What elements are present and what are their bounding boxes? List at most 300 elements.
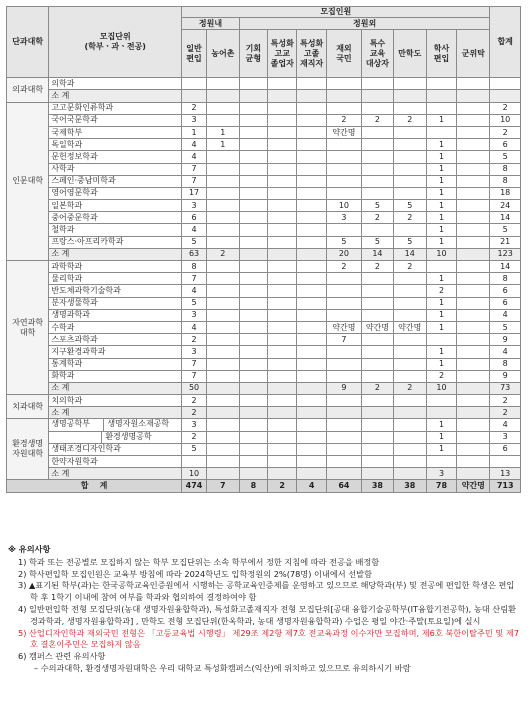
cell-value: 1 <box>426 200 457 212</box>
cell-value <box>426 126 457 138</box>
cell-value <box>362 163 394 175</box>
cell-value <box>362 456 394 468</box>
table-row <box>7 395 521 407</box>
cell-value: 2 <box>206 248 239 260</box>
cell-value: 78 <box>426 480 457 492</box>
cell-value: 7 <box>182 370 207 382</box>
cell-value <box>268 382 297 394</box>
cell-value <box>206 334 239 346</box>
cell-value: 약간명 <box>362 321 394 333</box>
cell-value <box>362 285 394 297</box>
cell-value: 5 <box>362 200 394 212</box>
header-col: 특성화 고교 졸업자 <box>268 30 297 78</box>
cell-value <box>239 346 267 358</box>
cell-value <box>393 285 426 297</box>
cell-value <box>297 114 326 126</box>
cell-value: 1 <box>426 236 457 248</box>
cell-value <box>268 346 297 358</box>
cell-total: 5 <box>490 224 521 236</box>
cell-value <box>297 468 326 480</box>
cell-value <box>457 248 490 260</box>
cell-value: 17 <box>182 187 207 199</box>
header-college: 단과대학 <box>7 7 49 78</box>
cell-value <box>457 456 490 468</box>
table-row <box>7 126 521 138</box>
cell-total: 5 <box>490 151 521 163</box>
cell-total: 10 <box>490 114 521 126</box>
cell-value <box>297 431 326 443</box>
dept-cell: 의학과 <box>49 78 182 90</box>
dept-cell: 수학과 <box>49 321 182 333</box>
cell-total: 2 <box>490 126 521 138</box>
cell-value <box>206 78 239 90</box>
header-col: 농어촌 <box>206 30 239 78</box>
cell-value: 6 <box>182 212 207 224</box>
cell-value: 5 <box>326 236 361 248</box>
cell-value <box>239 358 267 370</box>
cell-total: 73 <box>490 382 521 394</box>
dept-cell: 과학학과 <box>49 261 182 273</box>
cell-value <box>206 358 239 370</box>
cell-value: 1 <box>426 358 457 370</box>
cell-value <box>206 321 239 333</box>
cell-value: 38 <box>362 480 394 492</box>
cell-value: 64 <box>326 480 361 492</box>
cell-value: 10 <box>426 248 457 260</box>
cell-value <box>297 285 326 297</box>
cell-total: 14 <box>490 212 521 224</box>
cell-value <box>206 456 239 468</box>
cell-value: 1 <box>426 224 457 236</box>
cell-value: 4 <box>182 224 207 236</box>
dept-cell: 생명과학과 <box>49 309 182 321</box>
cell-value <box>457 443 490 455</box>
table-row <box>7 370 521 382</box>
table-row <box>7 212 521 224</box>
cell-value <box>326 273 361 285</box>
cell-value <box>457 261 490 273</box>
table-row <box>7 443 521 455</box>
cell-value: 1 <box>426 443 457 455</box>
cell-value: 1 <box>426 309 457 321</box>
cell-value <box>297 456 326 468</box>
cell-value <box>457 346 490 358</box>
cell-value <box>297 346 326 358</box>
cell-value <box>268 175 297 187</box>
cell-value <box>268 261 297 273</box>
note-text: 캠퍼스 관련 유의사항 <box>29 651 106 662</box>
table-row <box>7 419 521 431</box>
cell-value <box>457 102 490 114</box>
cell-value <box>362 139 394 151</box>
cell-value <box>326 175 361 187</box>
cell-value <box>457 431 490 443</box>
cell-value <box>268 297 297 309</box>
cell-value: 5 <box>182 297 207 309</box>
cell-value <box>326 285 361 297</box>
cell-value <box>393 419 426 431</box>
college-cell: 자연과학 대학 <box>7 261 49 395</box>
cell-value <box>362 395 394 407</box>
cell-value: 2 <box>362 261 394 273</box>
dept-cell: 소 계 <box>49 468 182 480</box>
cell-value: 2 <box>393 212 426 224</box>
cell-value: 1 <box>426 187 457 199</box>
cell-value <box>206 407 239 419</box>
cell-value <box>206 236 239 248</box>
cell-value <box>457 163 490 175</box>
table-row <box>7 358 521 370</box>
cell-value <box>268 139 297 151</box>
cell-value <box>457 395 490 407</box>
sub-major-label: 환경생명공학 <box>101 432 181 443</box>
cell-value <box>239 151 267 163</box>
dept-cell: 소 계 <box>49 382 182 394</box>
cell-value <box>268 358 297 370</box>
cell-value <box>206 273 239 285</box>
cell-value: 2 <box>393 114 426 126</box>
cell-value <box>206 175 239 187</box>
cell-value <box>362 346 394 358</box>
cell-value <box>206 200 239 212</box>
cell-value <box>393 370 426 382</box>
cell-value <box>326 370 361 382</box>
cell-value: 20 <box>326 248 361 260</box>
cell-value: 474 <box>182 480 207 492</box>
note-text: ▲표기된 학부(과)는 한국공학교육인증원에서 시행하는 공학교육인증제를 운영하고 있으므로 해당학과(부) 및 전공에 편입한 학생은 편입학 후 1학기 이내에 참여 여부를 학과와 협의하여 결정하여야 함 <box>29 580 515 603</box>
cell-total: 3 <box>490 431 521 443</box>
cell-value <box>268 334 297 346</box>
note-text: 학과 또는 전공별로 모집하지 않는 학부 모집단위는 소속 학부에서 정한 지침에 따라 전공을 배정함 <box>29 556 380 567</box>
cell-value <box>297 78 326 90</box>
cell-value <box>326 151 361 163</box>
cell-value <box>426 102 457 114</box>
cell-value <box>362 224 394 236</box>
note-item <box>8 628 522 652</box>
cell-value: 1 <box>426 297 457 309</box>
cell-value <box>362 309 394 321</box>
cell-value <box>239 468 267 480</box>
table-row <box>7 346 521 358</box>
cell-value <box>362 407 394 419</box>
cell-value <box>457 224 490 236</box>
cell-value <box>206 468 239 480</box>
cell-value <box>297 248 326 260</box>
cell-value: 1 <box>182 126 207 138</box>
cell-value <box>297 126 326 138</box>
cell-value <box>239 78 267 90</box>
cell-value <box>362 151 394 163</box>
note-item <box>8 569 522 581</box>
cell-value <box>297 224 326 236</box>
cell-value: 5 <box>362 236 394 248</box>
cell-value <box>206 224 239 236</box>
header-col: 군위탁 <box>457 30 490 78</box>
cell-total: 123 <box>490 248 521 260</box>
cell-value <box>206 297 239 309</box>
cell-value: 7 <box>206 480 239 492</box>
table-row <box>7 163 521 175</box>
cell-value <box>239 90 267 102</box>
cell-value <box>297 382 326 394</box>
dept-cell: 소 계 <box>49 407 182 419</box>
cell-value <box>393 395 426 407</box>
table-row <box>7 321 521 333</box>
cell-value: 7 <box>326 334 361 346</box>
cell-value <box>362 297 394 309</box>
cell-value <box>326 419 361 431</box>
cell-value <box>393 90 426 102</box>
cell-value <box>393 431 426 443</box>
cell-value <box>268 456 297 468</box>
cell-value: 2 <box>362 114 394 126</box>
cell-value <box>393 358 426 370</box>
note-campus-detail: – 수의과대학, 환경생명자원대학은 우리 대학교 특성화캠퍼스(익산)에 위치하고 있으므로 유의하시기 바람 <box>34 662 411 673</box>
cell-value: 63 <box>182 248 207 260</box>
cell-value: 2 <box>393 382 426 394</box>
cell-value <box>393 139 426 151</box>
cell-value <box>326 443 361 455</box>
note-item <box>8 557 522 569</box>
cell-value <box>297 175 326 187</box>
cell-value: 1 <box>426 273 457 285</box>
cell-value: 38 <box>393 480 426 492</box>
cell-total: 2 <box>490 102 521 114</box>
cell-value <box>393 273 426 285</box>
dept-cell: 중어중문학과 <box>49 212 182 224</box>
cell-value <box>297 212 326 224</box>
cell-value <box>239 163 267 175</box>
cell-total: 9 <box>490 370 521 382</box>
table-row <box>7 78 521 90</box>
cell-value <box>362 468 394 480</box>
cell-value <box>239 114 267 126</box>
cell-value <box>239 431 267 443</box>
dept-cell: 독일학과 <box>49 139 182 151</box>
cell-total: 4 <box>490 309 521 321</box>
cell-value <box>239 261 267 273</box>
cell-value: 5 <box>182 236 207 248</box>
cell-value <box>239 309 267 321</box>
cell-value <box>393 407 426 419</box>
cell-value <box>268 126 297 138</box>
dept-cell: 일본학과 <box>49 200 182 212</box>
cell-value <box>457 309 490 321</box>
table-row <box>7 200 521 212</box>
cell-value: 8 <box>182 261 207 273</box>
cell-value <box>206 443 239 455</box>
dept-cell: 소 계 <box>49 90 182 102</box>
cell-value <box>362 370 394 382</box>
cell-value <box>297 395 326 407</box>
cell-value <box>239 297 267 309</box>
cell-value: 5 <box>182 443 207 455</box>
cell-value <box>326 346 361 358</box>
cell-value <box>268 200 297 212</box>
note-text: 학사편입학 모집인원은 교육부 방침에 따라 2024학년도 입학정원의 2%(78명) 이내에서 선발함 <box>29 568 372 579</box>
cell-value <box>326 139 361 151</box>
cell-value <box>268 163 297 175</box>
cell-value <box>393 187 426 199</box>
cell-value <box>206 187 239 199</box>
cell-value <box>426 395 457 407</box>
dept-cell: 스포츠과학과 <box>49 334 182 346</box>
cell-value <box>206 431 239 443</box>
cell-value <box>206 114 239 126</box>
cell-value: 2 <box>362 212 394 224</box>
cell-value <box>297 334 326 346</box>
table-row <box>7 285 521 297</box>
cell-value <box>206 163 239 175</box>
cell-value: 3 <box>182 114 207 126</box>
cell-value <box>297 139 326 151</box>
cell-value <box>362 126 394 138</box>
cell-value <box>268 248 297 260</box>
table-row <box>7 114 521 126</box>
table-row <box>7 102 521 114</box>
dept-cell: 철학과 <box>49 224 182 236</box>
cell-value <box>297 102 326 114</box>
cell-value: 2 <box>426 370 457 382</box>
cell-value <box>393 175 426 187</box>
college-cell: 치과대학 <box>7 395 49 419</box>
cell-value: 50 <box>182 382 207 394</box>
notes-section <box>8 544 522 675</box>
cell-value <box>268 114 297 126</box>
cell-value <box>457 151 490 163</box>
cell-value <box>326 468 361 480</box>
cell-total <box>490 90 521 102</box>
cell-value <box>297 261 326 273</box>
cell-value: 1 <box>426 151 457 163</box>
table-row <box>7 151 521 163</box>
dept-cell <box>49 419 182 431</box>
dept-cell: 분자생물학과 <box>49 297 182 309</box>
dept-cell: 반도체과학기술학과 <box>49 285 182 297</box>
cell-total: 21 <box>490 236 521 248</box>
cell-value <box>457 468 490 480</box>
subtotal-row <box>7 468 521 480</box>
cell-value: 3 <box>182 200 207 212</box>
cell-value <box>457 126 490 138</box>
cell-value: 1 <box>426 321 457 333</box>
header-outside: 정원외 <box>239 18 490 30</box>
header-recruit: 모집인원 <box>182 7 490 18</box>
cell-value <box>206 90 239 102</box>
cell-value: 7 <box>182 358 207 370</box>
cell-value <box>268 321 297 333</box>
cell-value: 4 <box>182 139 207 151</box>
table-row <box>7 187 521 199</box>
cell-value <box>426 90 457 102</box>
dept-cell: 물리학과 <box>49 273 182 285</box>
cell-total: 713 <box>490 480 521 492</box>
cell-value <box>426 78 457 90</box>
cell-value <box>457 273 490 285</box>
cell-value <box>268 419 297 431</box>
cell-value <box>393 163 426 175</box>
cell-total: 6 <box>490 139 521 151</box>
cell-value <box>268 395 297 407</box>
cell-value: 1 <box>206 139 239 151</box>
cell-value <box>326 224 361 236</box>
cell-value <box>393 126 426 138</box>
cell-value: 5 <box>393 200 426 212</box>
cell-value <box>362 273 394 285</box>
note-number: 5) <box>18 627 27 638</box>
cell-value <box>362 419 394 431</box>
cell-value <box>239 456 267 468</box>
cell-value: 2 <box>182 334 207 346</box>
cell-value <box>206 395 239 407</box>
cell-value <box>297 358 326 370</box>
notes-title: ※ 유의사항 <box>8 544 51 554</box>
dept-cell: 프랑스·아프리카학과 <box>49 236 182 248</box>
cell-value <box>393 309 426 321</box>
table-row <box>7 273 521 285</box>
cell-value <box>182 456 207 468</box>
cell-value: 2 <box>268 480 297 492</box>
cell-total: 8 <box>490 358 521 370</box>
cell-value <box>268 370 297 382</box>
cell-value <box>426 407 457 419</box>
subtotal-row <box>7 248 521 260</box>
cell-value <box>457 285 490 297</box>
cell-value <box>182 90 207 102</box>
grand-total-label: 합 계 <box>7 480 182 492</box>
cell-value <box>239 102 267 114</box>
cell-total: 4 <box>490 346 521 358</box>
cell-value: 4 <box>297 480 326 492</box>
cell-value <box>457 236 490 248</box>
cell-value <box>393 224 426 236</box>
dept-cell: 한약자원학과 <box>49 456 182 468</box>
cell-value: 2 <box>182 395 207 407</box>
cell-total: 6 <box>490 443 521 455</box>
cell-value <box>393 334 426 346</box>
cell-value <box>239 248 267 260</box>
cell-value <box>457 370 490 382</box>
cell-value <box>297 151 326 163</box>
cell-value <box>362 431 394 443</box>
cell-value <box>239 395 267 407</box>
table-row <box>7 175 521 187</box>
cell-value <box>326 395 361 407</box>
cell-value <box>393 468 426 480</box>
cell-value <box>393 443 426 455</box>
cell-value: 4 <box>182 151 207 163</box>
cell-value <box>362 175 394 187</box>
cell-value: 2 <box>182 407 207 419</box>
cell-value <box>297 200 326 212</box>
cell-value <box>393 151 426 163</box>
cell-value <box>239 370 267 382</box>
cell-value <box>457 90 490 102</box>
table-row <box>7 139 521 151</box>
dept-cell: 국어국문학과 <box>49 114 182 126</box>
cell-value <box>239 443 267 455</box>
cell-value <box>457 175 490 187</box>
cell-value: 1 <box>426 212 457 224</box>
cell-value <box>182 78 207 90</box>
cell-value: 10 <box>182 468 207 480</box>
cell-value <box>393 78 426 90</box>
cell-value: 2 <box>326 261 361 273</box>
cell-total: 5 <box>490 321 521 333</box>
cell-value <box>426 334 457 346</box>
note-number: 1) <box>18 556 27 567</box>
cell-value <box>239 407 267 419</box>
